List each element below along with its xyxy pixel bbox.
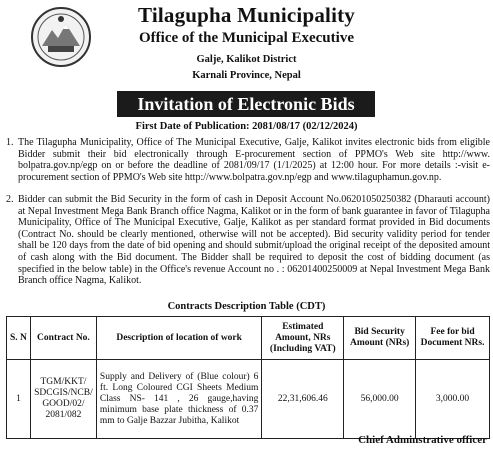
header-description: Description of location of work <box>96 317 261 360</box>
address-line-2: Karnali Province, Nepal <box>192 70 301 81</box>
address-line-1: Galje, Kalikot District <box>196 54 297 65</box>
paragraph-1 <box>6 137 490 183</box>
contracts-table <box>6 316 490 439</box>
office-name: Office of the Municipal Executive <box>139 30 354 46</box>
notice-banner-title: Invitation of Electronic Bids <box>117 91 375 117</box>
header-sn: S. N <box>7 317 31 360</box>
cell-estimated-amount: 22,31,606.46 <box>262 360 344 439</box>
paragraph-number: 2. <box>6 194 14 205</box>
publication-date: First Date of Publication: 2081/08/17 (02/12/2024) <box>135 121 358 132</box>
header-contract-no: Contract No. <box>30 317 96 360</box>
header-fee: Fee for bid Document NRs. <box>416 317 490 360</box>
table-title: Contracts Description Table (CDT) <box>167 301 326 312</box>
paragraph-2 <box>6 194 490 287</box>
notice-header <box>0 0 493 86</box>
cell-fee: 3,000.00 <box>416 360 490 439</box>
header-estimated-amount: Estimated Amount, NRs (Including VAT) <box>262 317 344 360</box>
signature-title: Chief Adminstrative officer <box>358 434 487 446</box>
paragraph-text: Bidder can submit the Bid Security in the form of cash in Deposit Account No.06201050250382 (Dharauti account) at Nepal Investment Mega Bank Branch office Nagma, Kalikot or in the form of bank guarantee in favor of Tilagupha Municipality, Office of The Municipal Executive, Galje, Kalikot as per standard format provided in Bid documents (Contract No. should be clearly mentioned, otherwise will not be accepted). Bid security validity period for tender shall be 120 days from the date of bid opening and should submit/upload the original receipt of the deposited amount of cash along with the Bid document. The Bidder shall be required to deposit the cost of bidding document (as specified in the below table) in the Office's revenue Account no . : 06201400250009 at Nepal Investment Mega Bank Branch office Nagma, Kalikot. <box>18 194 490 287</box>
cell-description: Supply and Delivery of (Blue colour) 6 ft. Long Coloured CGI Sheets Medium Class NS- 141 , 26 gauge,having minimum base plate thickness of 0.37 mm to Galje Bazzar Jubitha, Kalikot <box>96 360 261 439</box>
cell-sn: 1 <box>7 360 31 439</box>
cell-bid-security: 56,000.00 <box>344 360 416 439</box>
table-row <box>7 360 490 439</box>
paragraph-text: The Tilagupha Municipality, Office of The Municipal Executive, Galje, Kalikot invites electronic bids from eligible Bidder submit their bid electronically through E-procurement section of PPMO's Web site http://www. bolpatra.gov.np/egp on or before the deadline of 2081/09/17 (1/1/2025) at 12:00 hour. For more details :-visit e-procurement section of PPMO's Web site http://www.bolpatra.gov.np/egp and www.tilaguphamun.gov.np. <box>18 137 490 183</box>
header-bid-security: Bid Security Amount (NRs) <box>344 317 416 360</box>
paragraph-number: 1. <box>6 137 14 148</box>
municipality-name: Tilagupha Municipality <box>138 3 355 27</box>
cell-contract-no: TGM/KKT/ SDCGIS/NCB/ GOOD/02/ 2081/082 <box>30 360 96 439</box>
table-header-row <box>7 317 490 360</box>
